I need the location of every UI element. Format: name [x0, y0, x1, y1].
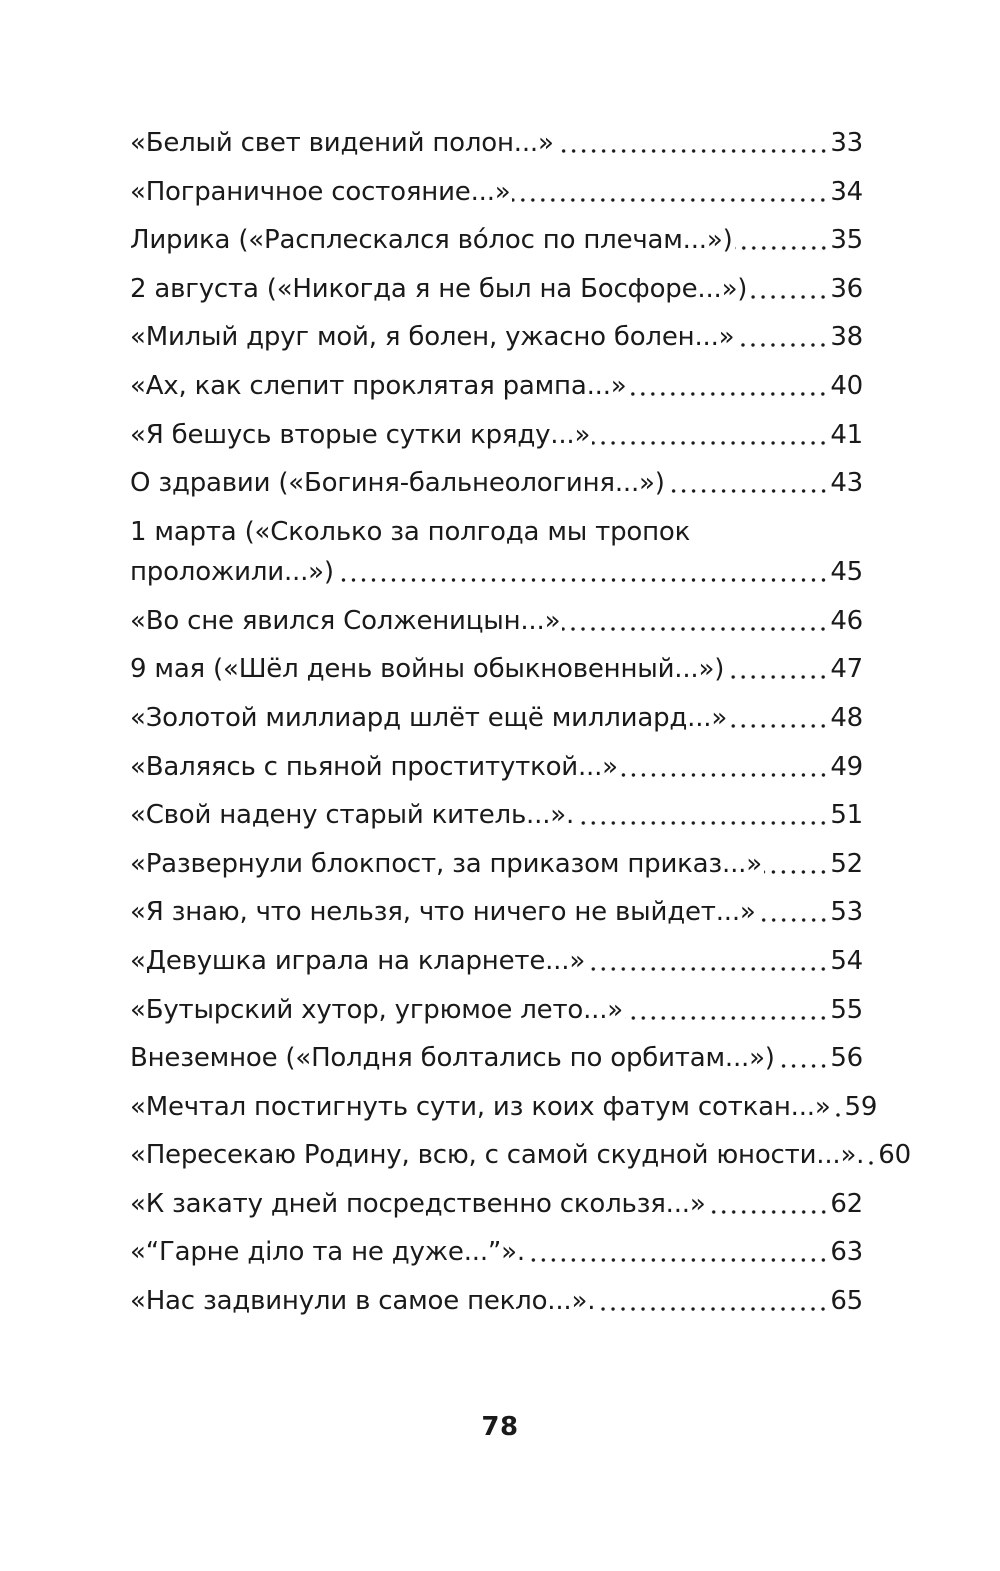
toc-entry-page: 45 — [830, 556, 863, 587]
toc-entry — [130, 1042, 863, 1074]
toc-entry-page: 62 — [830, 1188, 863, 1219]
dot-leader — [620, 773, 828, 777]
dot-leader — [726, 675, 828, 679]
toc-entry — [130, 516, 863, 588]
toc-entry-page: 38 — [830, 322, 863, 353]
toc-entry-page: 34 — [830, 176, 863, 207]
dot-leader — [625, 1016, 828, 1020]
toc-entry-title: «Я знаю, что нельзя, что ничего не выйдет...» — [130, 897, 756, 928]
toc-entry-page: 59 — [844, 1091, 878, 1122]
toc-entry-page: 41 — [830, 419, 863, 450]
toc-entry-page: 51 — [830, 800, 863, 831]
toc-entry-title: «Белый свет видений полон...» — [130, 128, 554, 158]
dot-leader — [628, 392, 828, 396]
toc-entry-title-first-line: 1 марта («Сколько за полгода мы тропок — [130, 516, 691, 547]
toc-entry-page: 48 — [830, 702, 863, 733]
toc-entry-title: «Нас задвинули в самое пекло...». — [130, 1286, 596, 1317]
table-of-contents — [130, 127, 911, 1334]
toc-entry — [130, 1236, 863, 1268]
dot-leader — [736, 343, 828, 347]
dot-leader — [749, 295, 828, 299]
toc-entry — [130, 848, 863, 880]
toc-entry-page: 54 — [830, 945, 863, 976]
dot-leader — [527, 1258, 828, 1262]
toc-entry — [130, 467, 863, 499]
toc-entry — [130, 702, 863, 734]
toc-entry-title: «Девушка играла на кларнете...» — [130, 945, 586, 976]
toc-entry-title: «Бутырский хутор, угрюмое лето...» — [130, 994, 624, 1025]
toc-entry-page: 35 — [830, 225, 863, 256]
toc-entry-page: 43 — [830, 468, 863, 499]
dot-leader — [764, 870, 828, 874]
toc-entry — [130, 419, 863, 451]
dot-leader — [833, 1113, 843, 1117]
toc-entry-title: «Золотой миллиард шлёт ещё миллиард...» — [130, 702, 728, 733]
toc-entry — [130, 896, 863, 928]
dot-leader — [735, 246, 829, 250]
toc-entry-page: 52 — [830, 848, 863, 879]
dot-leader — [667, 489, 829, 493]
toc-entry-page: 63 — [830, 1237, 863, 1268]
toc-entry-title: «Валяясь с пьяной проституткой...» — [130, 751, 618, 782]
dot-leader — [729, 724, 828, 728]
toc-entry — [130, 945, 863, 977]
toc-entry-page: 36 — [830, 273, 863, 304]
toc-entry-page: 55 — [830, 994, 863, 1025]
toc-entry — [130, 176, 863, 208]
toc-entry-title: 9 мая («Шёл день войны обыкновенный...») — [130, 654, 725, 685]
toc-entry — [130, 273, 863, 305]
dot-leader — [777, 1064, 829, 1068]
toc-entry — [130, 224, 863, 256]
toc-entry-title: проложили...») — [130, 556, 334, 587]
toc-entry — [130, 1285, 863, 1317]
toc-entry — [130, 321, 863, 353]
toc-entry-title: «Мечтал постигнуть сути, из коих фатум соткан...» — [130, 1091, 831, 1122]
toc-entry-page: 40 — [830, 370, 863, 401]
toc-entry — [130, 1091, 878, 1123]
page-number: 78 — [481, 1412, 519, 1442]
toc-entry — [130, 799, 863, 831]
dot-leader — [336, 578, 828, 582]
toc-entry — [130, 994, 863, 1026]
toc-entry-title: «Пересекаю Родину, всю, с самой скудной юности...». — [130, 1140, 865, 1171]
toc-entry-page: 33 — [830, 128, 863, 158]
dot-leader — [587, 967, 828, 971]
toc-entry — [130, 1139, 911, 1171]
dot-leader — [512, 198, 828, 202]
toc-entry — [130, 605, 863, 637]
dot-leader — [576, 821, 828, 825]
toc-entry-title: «“Гарне діло та не дуже...”». — [130, 1237, 525, 1268]
toc-entry-title: «Ах, как слепит проклятая рампа...» — [130, 370, 627, 401]
toc-entry-page: 46 — [830, 605, 863, 636]
toc-entry-page: 47 — [830, 654, 863, 685]
toc-entry-page: 60 — [878, 1140, 911, 1171]
toc-entry — [130, 1188, 863, 1220]
toc-entry-title: Лирика («Расплескался во́лос по плечам...») — [130, 225, 733, 256]
toc-entry-title: «Во сне явился Солженицын...» — [130, 605, 561, 636]
toc-entry — [130, 751, 863, 783]
toc-entry — [130, 127, 863, 159]
toc-entry-title: «Развернули блокпост, за приказом приказ...» — [130, 848, 762, 879]
toc-entry-page: 49 — [830, 751, 863, 782]
dot-leader — [597, 1307, 828, 1311]
toc-entry-title: «Пограничное состояние...» — [130, 176, 511, 207]
toc-entry-title: 2 августа («Никогда я не был на Босфоре...») — [130, 273, 748, 304]
dot-leader — [592, 441, 828, 445]
toc-entry — [130, 370, 863, 402]
toc-entry-title: «Я бешусь вторые сутки кряду...» — [130, 419, 591, 450]
dot-leader — [562, 627, 828, 631]
dot-leader — [708, 1210, 829, 1214]
dot-leader — [758, 918, 829, 922]
toc-entry-page: 53 — [830, 897, 863, 928]
toc-entry-page: 65 — [830, 1286, 863, 1317]
dot-leader — [866, 1161, 876, 1165]
dot-leader — [556, 149, 829, 153]
toc-entry-title: «Свой надену старый китель...». — [130, 800, 575, 831]
toc-entry-title: О здравии («Богиня-бальнеологиня...») — [130, 468, 665, 499]
toc-entry — [130, 653, 863, 685]
toc-entry-title: «Милый друг мой, я болен, ужасно болен...» — [130, 322, 735, 353]
toc-entry-page: 56 — [830, 1043, 863, 1074]
toc-entry-title: Внеземное («Полдня болтались по орбитам...») — [130, 1043, 775, 1074]
toc-entry-title: «К закату дней посредственно скользя...» — [130, 1188, 706, 1219]
